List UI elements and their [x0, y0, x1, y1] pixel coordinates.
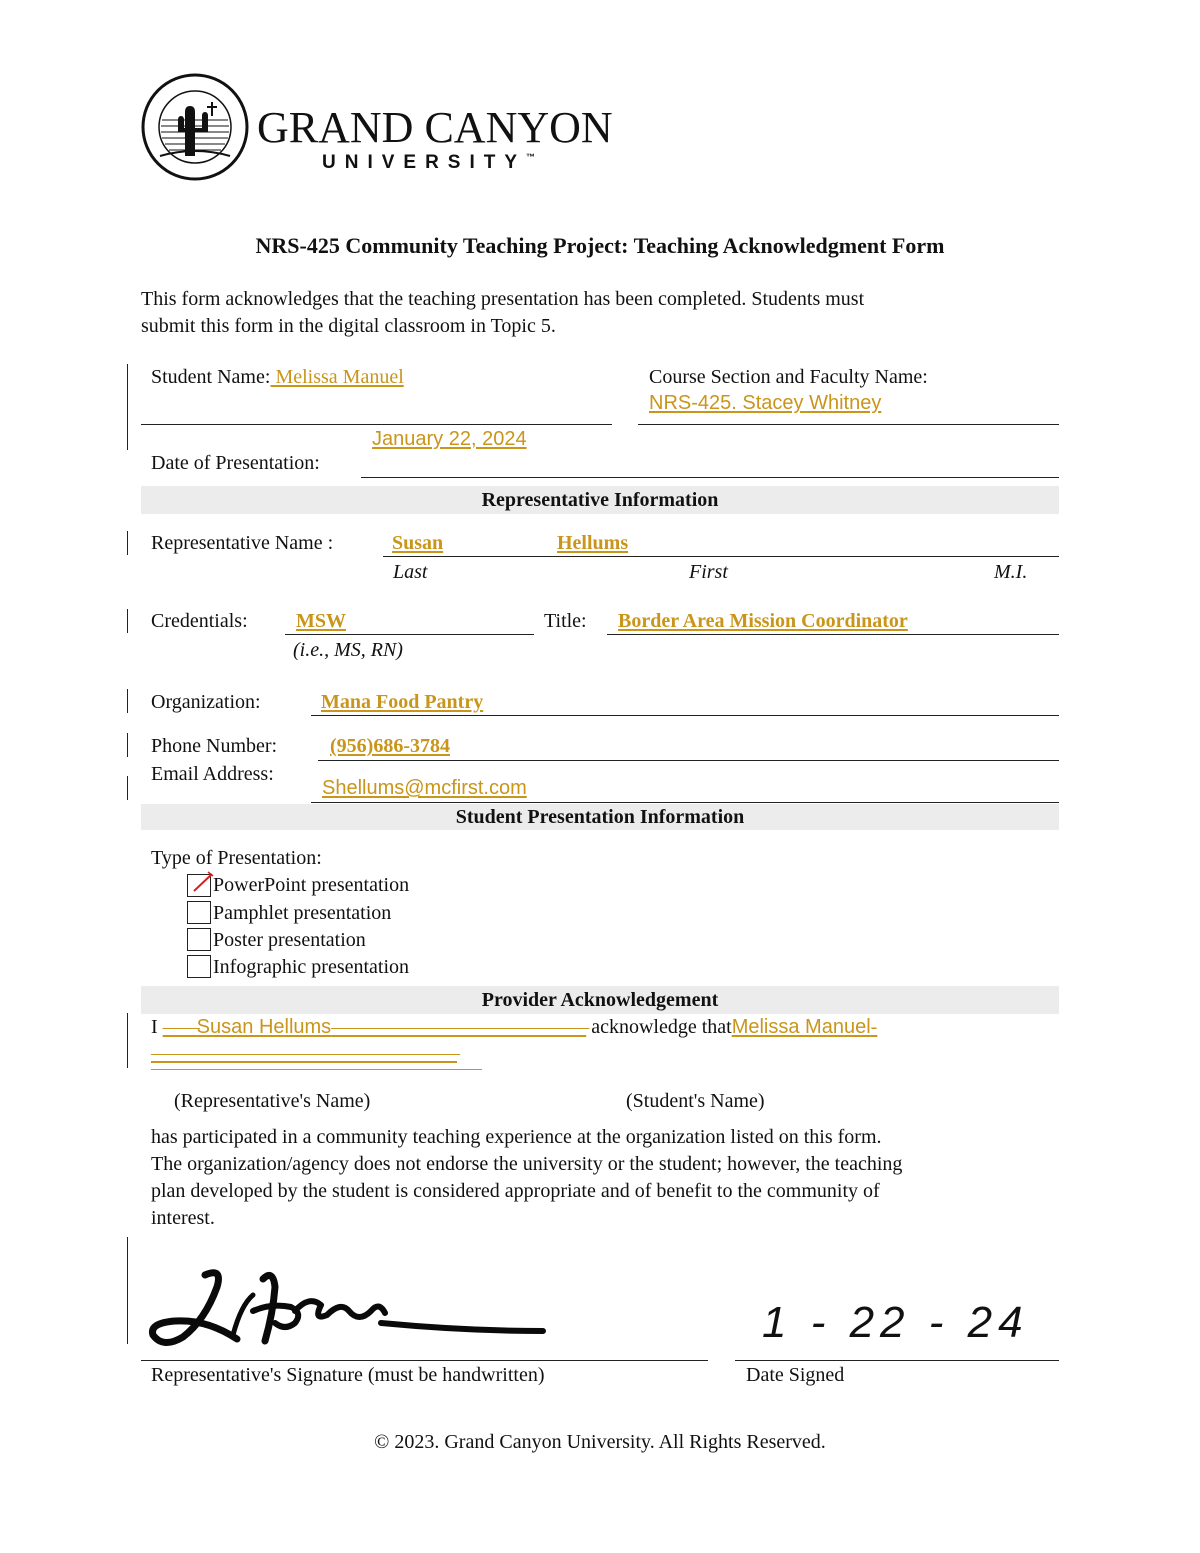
course-section-value[interactable]: NRS-425. Stacey Whitney — [649, 392, 882, 414]
ack-rep-suffix: ——————————————— — [331, 1016, 587, 1038]
option-powerpoint-label: PowerPoint presentation — [213, 874, 410, 896]
revision-bar — [127, 609, 128, 633]
checkbox-poster[interactable] — [187, 928, 211, 951]
presentation-section-header: Student Presentation Information — [141, 804, 1059, 830]
credentials-label: Credentials: — [151, 610, 248, 632]
email-underline — [311, 802, 1059, 803]
student-name-value[interactable]: Melissa Manuel — [270, 366, 404, 388]
ack-rep-name[interactable]: Susan Hellums — [196, 1016, 332, 1038]
option-infographic-label: Infographic presentation — [213, 956, 410, 978]
title-value[interactable]: Border Area Mission Coordinator — [618, 610, 908, 632]
form-title: NRS-425 Community Teaching Project: Teaching Acknowledgment Form — [255, 233, 945, 258]
ack-student-suffix: - — [870, 1016, 878, 1038]
representative-sub-last: Last — [393, 561, 428, 583]
rep-name-caption: (Representative's Name) — [174, 1090, 371, 1112]
representative-name-label: Representative Name : — [151, 532, 334, 554]
university-seal-icon — [140, 72, 250, 182]
email-address-label: Email Address: — [151, 763, 274, 785]
university-name-line1: GRAND CANYON — [257, 103, 613, 152]
organization-label: Organization: — [151, 691, 261, 713]
checkbox-powerpoint[interactable] — [187, 874, 211, 897]
title-underline — [607, 634, 1059, 635]
university-name-line2 — [322, 152, 535, 174]
ack-text: acknowledge that — [591, 1016, 732, 1038]
handwritten-date[interactable]: 1 - 22 - 24 — [762, 1298, 1029, 1347]
trademark-mark: ™ — [526, 152, 536, 162]
signature-underline — [141, 1360, 708, 1361]
student-name-caption: (Student's Name) — [626, 1090, 765, 1112]
phone-number-value[interactable]: (956)686-3784 — [330, 735, 450, 757]
ack-continuation-line — [151, 1069, 482, 1070]
ack-body-line1: has participated in a community teaching experience at the organization listed on this form. — [151, 1126, 882, 1148]
revision-bar — [127, 1013, 128, 1068]
form-intro-line1: This form acknowledges that the teaching presentation has been completed. Students must — [141, 288, 865, 310]
presentation-type-label: Type of Presentation: — [151, 847, 322, 869]
representative-first-value[interactable]: Susan — [392, 532, 444, 554]
phone-underline — [318, 760, 1059, 761]
phone-number-label: Phone Number: — [151, 735, 278, 757]
date-of-presentation-value[interactable]: January 22, 2024 — [372, 428, 527, 450]
option-poster-label: Poster presentation — [213, 929, 366, 951]
revision-bar — [127, 364, 128, 450]
ack-continuation: —————————————————— — [151, 1042, 457, 1064]
checkbox-infographic[interactable] — [187, 955, 211, 978]
ack-i-word: I — [151, 1016, 158, 1038]
representative-name-underline — [383, 556, 1059, 557]
organization-underline — [311, 715, 1059, 716]
email-address-value[interactable]: Shellums@mcfirst.com — [322, 777, 527, 799]
checkbox-pamphlet[interactable] — [187, 901, 211, 924]
university-logo — [140, 72, 620, 182]
student-name-field[interactable] — [151, 366, 404, 389]
representative-last-value[interactable]: Hellums — [557, 532, 629, 554]
ack-rep-prefix: —— — [162, 1016, 197, 1038]
revision-bar — [127, 689, 128, 713]
copyright-footer: © 2023. Grand Canyon University. All Rights Reserved. — [374, 1431, 826, 1453]
student-name-underline — [141, 424, 612, 425]
acknowledgement-section-header: Provider Acknowledgement — [141, 986, 1059, 1014]
date-underline — [361, 477, 1059, 478]
credentials-value[interactable]: MSW — [296, 610, 346, 632]
title-label: Title: — [544, 610, 587, 632]
course-section-underline — [638, 424, 1059, 425]
ack-body-line3: plan developed by the student is considered appropriate and of benefit to the community of — [151, 1180, 880, 1202]
date-signed-underline — [735, 1360, 1059, 1361]
revision-bar — [127, 1237, 128, 1344]
signature-label: Representative's Signature (must be handwritten) — [151, 1364, 545, 1386]
revision-bar — [127, 776, 128, 800]
student-name-label: Student Name: — [151, 366, 271, 388]
ack-body-line4: interest. — [151, 1207, 215, 1229]
option-pamphlet-label: Pamphlet presentation — [213, 902, 392, 924]
credentials-hint: (i.e., MS, RN) — [293, 639, 403, 661]
ack-student-name[interactable]: Melissa Manuel — [731, 1016, 871, 1038]
handwritten-signature-icon[interactable] — [145, 1265, 550, 1360]
course-section-label: Course Section and Faculty Name: — [649, 366, 928, 388]
credentials-underline — [285, 634, 534, 635]
ack-body-line2: The organization/agency does not endorse the university or the student; however, the teaching — [151, 1153, 903, 1175]
organization-value[interactable]: Mana Food Pantry — [321, 691, 484, 713]
representative-sub-first: First — [689, 561, 728, 583]
date-signed-label: Date Signed — [746, 1364, 845, 1386]
form-intro-line2: submit this form in the digital classroom in Topic 5. — [141, 315, 556, 337]
university-name-line2-text: UNIVERSITY — [322, 152, 527, 173]
representative-sub-mi: M.I. — [994, 561, 1028, 583]
date-of-presentation-label: Date of Presentation: — [151, 452, 320, 474]
acknowledgement-line — [151, 1016, 877, 1039]
representative-section-header: Representative Information — [141, 486, 1059, 514]
revision-bar — [127, 733, 128, 757]
revision-bar — [127, 531, 128, 555]
